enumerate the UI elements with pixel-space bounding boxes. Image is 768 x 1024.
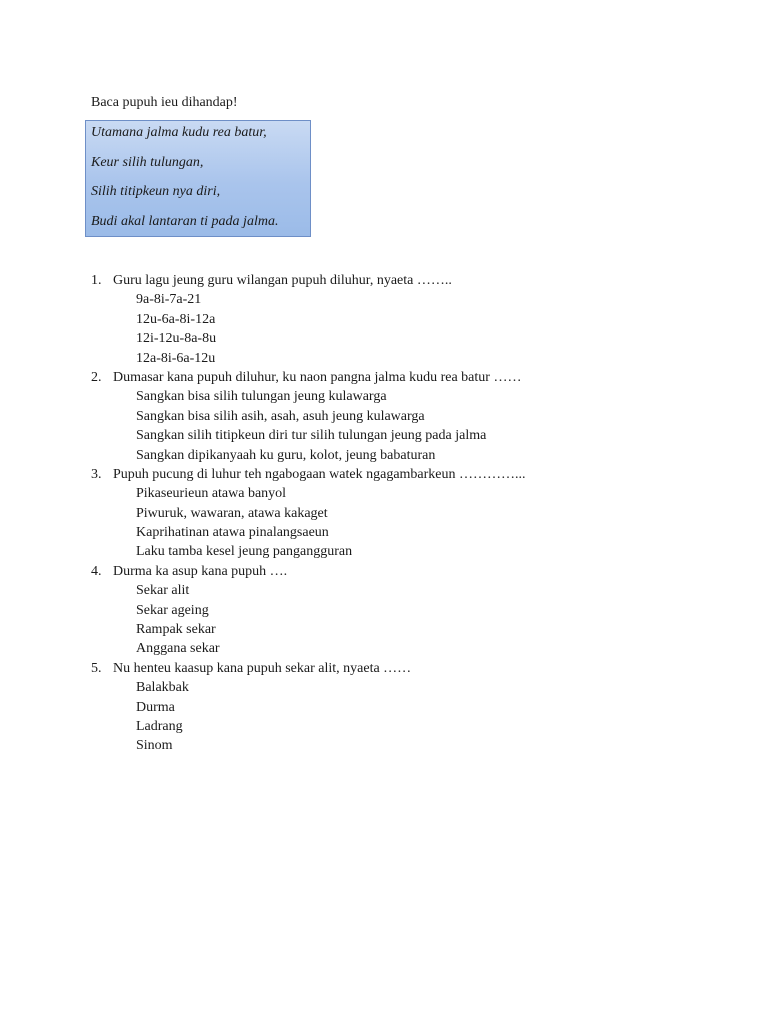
poem-line: Budi akal lantaran ti pada jalma.: [91, 213, 279, 229]
poem-line: Silih titipkeun nya diri,: [91, 184, 221, 199]
answer-option: Kaprihatinan atawa pinalangsaeun: [136, 525, 329, 541]
question-number: 4.: [91, 563, 102, 579]
answer-option: Sekar ageing: [136, 602, 209, 618]
question-number: 2.: [91, 369, 102, 385]
question-number: 1.: [91, 273, 102, 288]
answer-option: 12u-6a-8i-12a: [136, 311, 216, 327]
question-number: 3.: [91, 466, 102, 482]
answer-option: 12a-8i-6a-12u: [136, 350, 216, 366]
answer-option: 12i-12u-8a-8u: [136, 331, 217, 347]
answer-option: Rampak sekar: [136, 622, 216, 638]
question-text: Durma ka asup kana pupuh ….: [113, 563, 288, 579]
answer-option: Anggana sekar: [136, 641, 220, 657]
question-item: [91, 465, 751, 484]
answer-option: Sekar alit: [136, 583, 190, 599]
question-item: [91, 271, 751, 290]
question-item: [91, 368, 751, 387]
answer-option: Sinom: [136, 738, 173, 754]
question-text: Nu henteu kaasup kana pupuh sekar alit, nyaeta ……: [113, 660, 412, 676]
answer-option: Sangkan bisa silih tulungan jeung kulawarga: [136, 389, 387, 405]
answer-option: Sangkan bisa silih asih, asah, asuh jeung kulawarga: [136, 408, 425, 424]
question-list: [91, 271, 751, 756]
answer-option: Sangkan dipikanyaah ku guru, kolot, jeung babaturan: [136, 447, 436, 463]
poem-box: [85, 120, 311, 237]
answer-option: Sangkan silih titipkeun diri tur silih tulungan jeung pada jalma: [136, 428, 487, 444]
answer-option: 9a-8i-7a-21: [136, 292, 202, 308]
instruction-text: Baca pupuh ieu dihandap!: [91, 95, 238, 110]
answer-option: Piwuruk, wawaran, atawa kakaget: [136, 505, 328, 521]
question-item: [91, 659, 751, 678]
question-number: 5.: [91, 660, 102, 676]
answer-option: Durma: [136, 699, 175, 715]
question-item: [91, 562, 751, 581]
poem-line: Keur silih tulungan,: [91, 154, 204, 170]
question-text: Guru lagu jeung guru wilangan pupuh diluhur, nyaeta ……..: [113, 273, 452, 288]
answer-option: Ladrang: [136, 718, 183, 734]
poem-line: Utamana jalma kudu rea batur,: [91, 125, 267, 140]
question-text: Dumasar kana pupuh diluhur, ku naon pangna jalma kudu rea batur ……: [113, 369, 522, 385]
answer-option: Laku tamba kesel jeung pangangguran: [136, 544, 353, 560]
question-text: Pupuh pucung di luhur teh ngabogaan watek ngagambarkeun …………...: [113, 466, 526, 482]
answer-option: Pikaseurieun atawa banyol: [136, 486, 287, 502]
answer-option: Balakbak: [136, 680, 189, 696]
